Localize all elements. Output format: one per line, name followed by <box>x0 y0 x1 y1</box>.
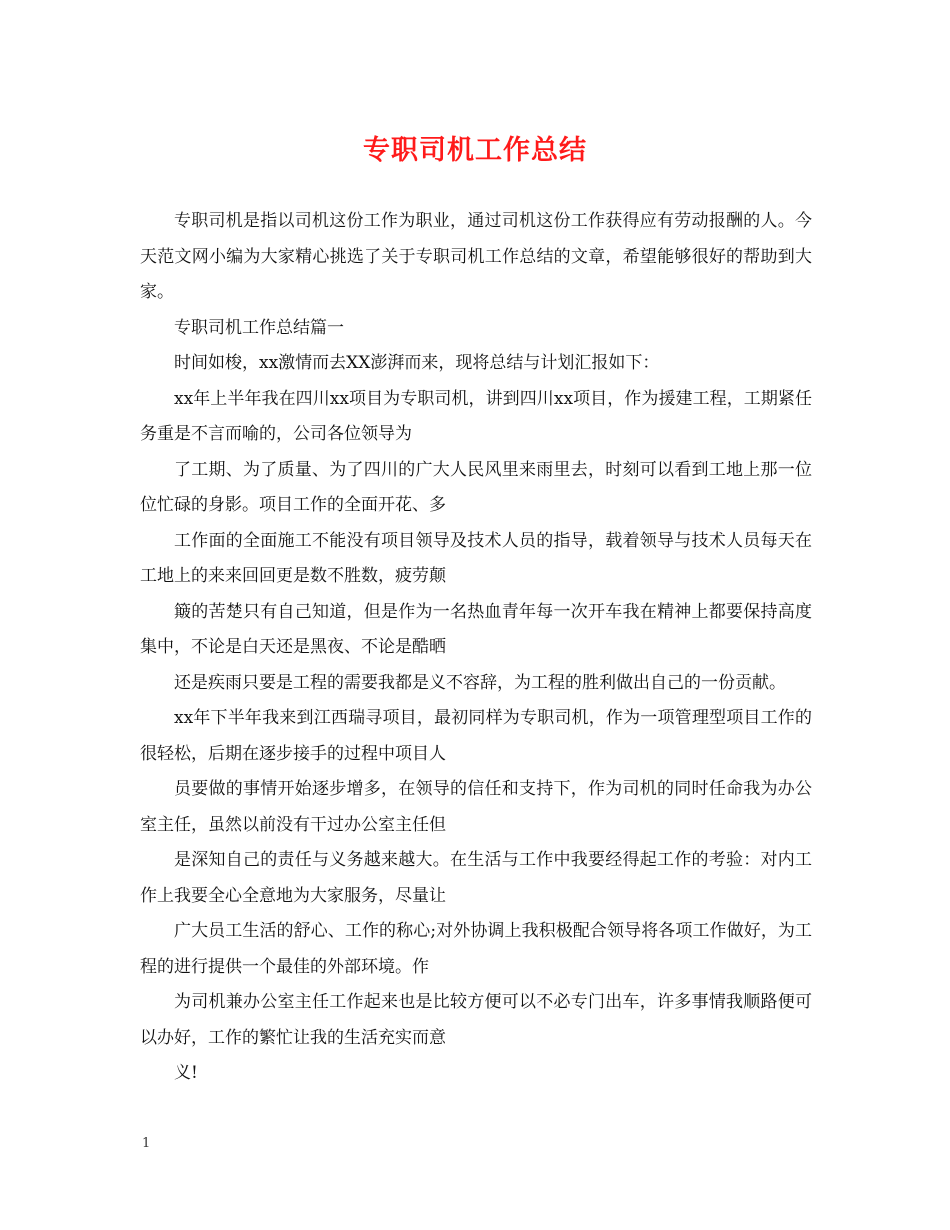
paragraph: 工作面的全面施工不能没有项目领导及技术人员的指导，载着领导与技术人员每天在工地上的来来回回更是数不胜数，疲劳颠 <box>140 530 812 586</box>
paragraph: 了工期、为了质量、为了四川的广大人民风里来雨里去，时刻可以看到工地上那一位位忙碌的身影。项目工作的全面开花、多 <box>140 459 812 515</box>
paragraph: 为司机兼办公室主任工作起来也是比较方便可以不必专门出车，许多事情我顺路便可以办好，工作的繁忙让我的生活充实而意 <box>140 992 812 1048</box>
paragraph: 还是疾雨只要是工程的需要我都是义不容辞，为工程的胜利做出自己的一份贡献。 <box>174 672 786 693</box>
paragraph: 专职司机是指以司机这份工作为职业，通过司机这份工作获得应有劳动报酬的人。今天范文网小编为大家精心挑选了关于专职司机工作总结的文章，希望能够很好的帮助到大家。 <box>140 211 812 302</box>
section-heading: 专职司机工作总结篇一 <box>174 317 344 338</box>
paragraph: 簸的苦楚只有自己知道，但是作为一名热血青年每一次开车我在精神上都要保持高度集中，不论是白天还是黑夜、不论是酷晒 <box>140 601 812 657</box>
paragraph: 时间如梭，xx激情而去XX澎湃而来，现将总结与计划汇报如下： <box>174 353 660 373</box>
page-number: 1 <box>142 1136 151 1151</box>
document-title: 专职司机工作总结 <box>363 135 587 166</box>
paragraph: xx年上半年我在四川xx项目为专职司机，讲到四川xx项目，作为援建工程，工期紧任务重是不言而喻的，公司各位领导为 <box>140 388 812 444</box>
paragraph: 是深知自己的责任与义务越来越大。在生活与工作中我要经得起工作的考验：对内工作上我要全心全意地为大家服务，尽量让 <box>140 850 812 906</box>
paragraph: 员要做的事情开始逐步增多，在领导的信任和支持下，作为司机的同时任命我为办公室主任，虽然以前没有干过办公室主任但 <box>140 779 812 835</box>
document-body <box>140 204 812 1092</box>
paragraph: 义! <box>174 1063 198 1083</box>
paragraph: 广大员工生活的舒心、工作的称心;对外协调上我积极配合领导将各项工作做好，为工程的进行提供一个最佳的外部环境。作 <box>140 921 812 977</box>
paragraph: xx年下半年我来到江西瑞寻项目，最初同样为专职司机，作为一项管理型项目工作的很轻松，后期在逐步接手的过程中项目人 <box>140 708 812 764</box>
